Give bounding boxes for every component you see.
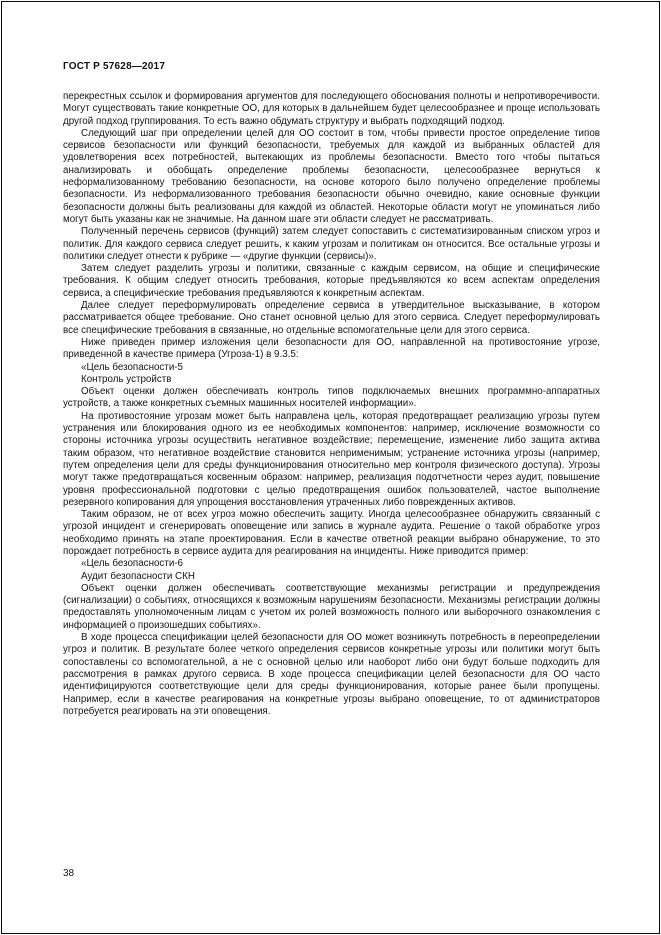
- quote-line: «Цель безопасности-6: [81, 558, 184, 570]
- quote-line: Аудит безопасности СКН: [81, 570, 195, 582]
- paragraph: Далее следует переформулировать определение сервиса в утвердительное высказывание, в котором рассматривается общее требование. Оно станет основной целью для этого сервиса. Следует переформулировать все специфические требования в связанные, но отдельные вспомогательные цели для этого сервиса.: [63, 300, 600, 336]
- document-standard-number: ГОСТ Р 57628—2017: [63, 61, 166, 72]
- paragraph: Следующий шаг при определении целей для ОО состоит в том, чтобы привести простое определение типов сервисов безопасности или функций безопасности, требуемых для каждой из выбранных областей для удовлетворения всех потребностей, вытекающих из проблемы безопасности. Вместо того чтобы пытаться анализировать и обобщать определение проблемы безопасности, целесообразнее вернуться к неформализованному требованию безопасности, на основе которого было получено определение проблемы безопасности. Из неформализованного требования безопасности обычно очевидно, какие основные функции безопасности должны быть реализованы для каждой из областей. Некоторые области могут не упоминаться либо могут быть указаны как не значимые. На данном шаге эти области следует не рассматривать.: [63, 127, 600, 225]
- quote-line: «Цель безопасности-5: [81, 361, 184, 373]
- page-number: 38: [63, 868, 75, 879]
- document-body: [63, 91, 600, 718]
- paragraph: Затем следует разделить угрозы и политики, связанные с каждым сервисом, на общие и специфические требования. К общим следует относить требования, которые предъявляются ко всем аспектам определения сервиса, а специфические требования предъявляются к конкретным аспектам.: [63, 263, 600, 299]
- paragraph: Объект оценки должен обеспечивать контроль типов подключаемых внешних программно-аппаратных устройств, а также конкретных съемных машинных носителей информации».: [63, 386, 600, 410]
- paragraph: В ходе процесса спецификации целей безопасности для ОО может возникнуть потребность в переопределении угроз и политик. В результате более четкого определения сервисов конкретные угрозы или политики могут быть сопоставлены со вспомогательной, а не с основной целью или наоборот либо они будут больше подходить для рассмотрения в рамках другого сервиса. В ходе процесса спецификации целей безопасности для ОО часто идентифицируются соответствующие цели для среды функционирования, которые ранее были пропущены. Например, если в качестве реагирования на конкретные угрозы выбрано оповещение, то от администраторов потребуется реагировать на эти оповещения.: [63, 632, 600, 717]
- quote-line: Контроль устройств: [81, 373, 172, 385]
- paragraph: Объект оценки должен обеспечивать соответствующие механизмы регистрации и предупреждения (сигнализации) о событиях, относящихся к возможным нарушениям безопасности. Механизмы регистрации должны предоставлять уполномоченным лицам с учетом их ролей возможность полного или выборочного ознакомления с информацией о произошедших событиях».: [63, 582, 600, 631]
- paragraph: Ниже приведен пример изложения цели безопасности для ОО, направленной на противостояние угрозе, приведенной в качестве примера (Угроза-1) в 9.3.5:: [63, 336, 600, 361]
- paragraph: перекрестных ссылок и формирования аргументов для последующего обоснования полноты и непротиворечивости. Могут существовать такие конкретные ОО, для которых в дальнейшем будет целесообразнее и проще использовать другой подход группирования. То есть важно обдумать структуру и выбрать подходящий подход.: [63, 91, 600, 127]
- paragraph: Полученный перечень сервисов (функций) затем следует сопоставить с систематизированным списком угроз и политик. Для каждого сервиса следует решить, к каким угрозам и политикам он относится. Все остальные угрозы и политики следует отнести к рубрике — «другие функции (сервисы)».: [63, 226, 600, 262]
- paragraph: На противостояние угрозам может быть направлена цель, которая предотвращает реализацию угрозы путем устранения или блокирования одного из ее необходимых компонентов: например, исключение возможности со стороны источника угрозы осуществить негативное воздействие; перемещение, изменение либо защита актива таким образом, что негативное воздействие становится неприменимым; устранение источника угрозы (например, путем определения цели для среды функционирования относительно мер контроля физического доступа). Угрозы могут также предотвращаться косвенным образом: например, реализация подотчетности через аудит, повышение уровня профессиональной подготовки с целью предотвращения ошибок пользователей, частое выполнение резервного копирования для упрощения восстановления утраченных либо поврежденных активов.: [63, 410, 600, 508]
- paragraph: Таким образом, не от всех угроз можно обеспечить защиту. Иногда целесообразнее обнаружить связанный с угрозой инцидент и сгенерировать оповещение или запись в журнале аудита. Решение о такой обработке угроз необходимо принять на этапе проектирования. Если в качестве ответной реакции выбрано обнаружение, то это порождает потребность в сервисе аудита для реагирования на инциденты. Ниже приводится пример:: [63, 509, 600, 557]
